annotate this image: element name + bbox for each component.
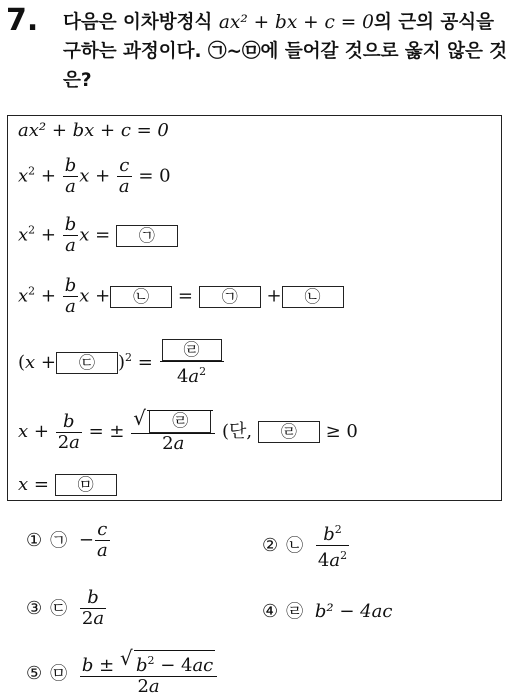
condition-suffix: ≥ 0 [325, 421, 358, 442]
blank-d-3: ㉣ [258, 421, 320, 443]
blank-b-2: ㉡ [282, 286, 344, 308]
question-text-part1: 다음은 이차방정식 [63, 12, 219, 33]
step-6: x + $\frac{b}{2a}$ = ± √ ㉣ 2a (단, ㉣ ≥ 0 [18, 406, 358, 454]
choice-2[interactable]: ② ㉡ $\frac{b^2}{4a^2}$ [262, 520, 350, 571]
choice-3[interactable]: ③ ㉢ $\frac{b}{2a}$ [26, 587, 105, 629]
question-number: 7. [6, 3, 39, 38]
blank-d-1: ㉣ [162, 339, 222, 361]
blank-a: ㉠ [116, 225, 178, 247]
choice-4-expr: b² − 4ac [314, 601, 393, 622]
question-text [63, 8, 513, 95]
step-7: x = ㉤ [18, 474, 117, 496]
question-text-part2: 의 근의 공식을 구하는 과정이다. ㉠~㉤에 들어갈 것으로 옳지 않은 것은? [63, 12, 508, 91]
condition-prefix: (단, [221, 421, 253, 442]
step-4: $x^2$ + $\frac{b}{a}$ x + ㉡ = ㉠ + ㉡ [18, 276, 344, 317]
choice-4[interactable]: ④ ㉣ b² − 4ac [262, 601, 393, 622]
blank-a-2: ㉠ [199, 286, 261, 308]
choice-5[interactable]: ⑤ ㉤ b ± √ $b^2 - 4ac$ 2a [26, 650, 218, 697]
blank-b-1: ㉡ [110, 286, 172, 308]
choice-1[interactable]: ① ㉠ − $\frac{c}{a}$ [26, 519, 108, 561]
step-3: $x^2$ + $\frac{b}{a}$ x = ㉠ [18, 215, 178, 256]
step-1-eq: ax² + bx + c = 0 [18, 120, 169, 141]
step-1 [18, 120, 169, 141]
blank-d-2: ㉣ [149, 411, 211, 433]
step-2: $x^2$ + $\frac{b}{a}$ x + $\frac{c}{a}$ = 0 [18, 155, 171, 197]
question-equation: ax² + bx + c = 0 [218, 12, 374, 33]
blank-c-1: ㉢ [56, 352, 118, 374]
blank-e-1: ㉤ [55, 474, 117, 496]
step-5: (x + ㉢ )$^2$ = $\frac{㉣}{4a^2}$ [18, 339, 225, 387]
